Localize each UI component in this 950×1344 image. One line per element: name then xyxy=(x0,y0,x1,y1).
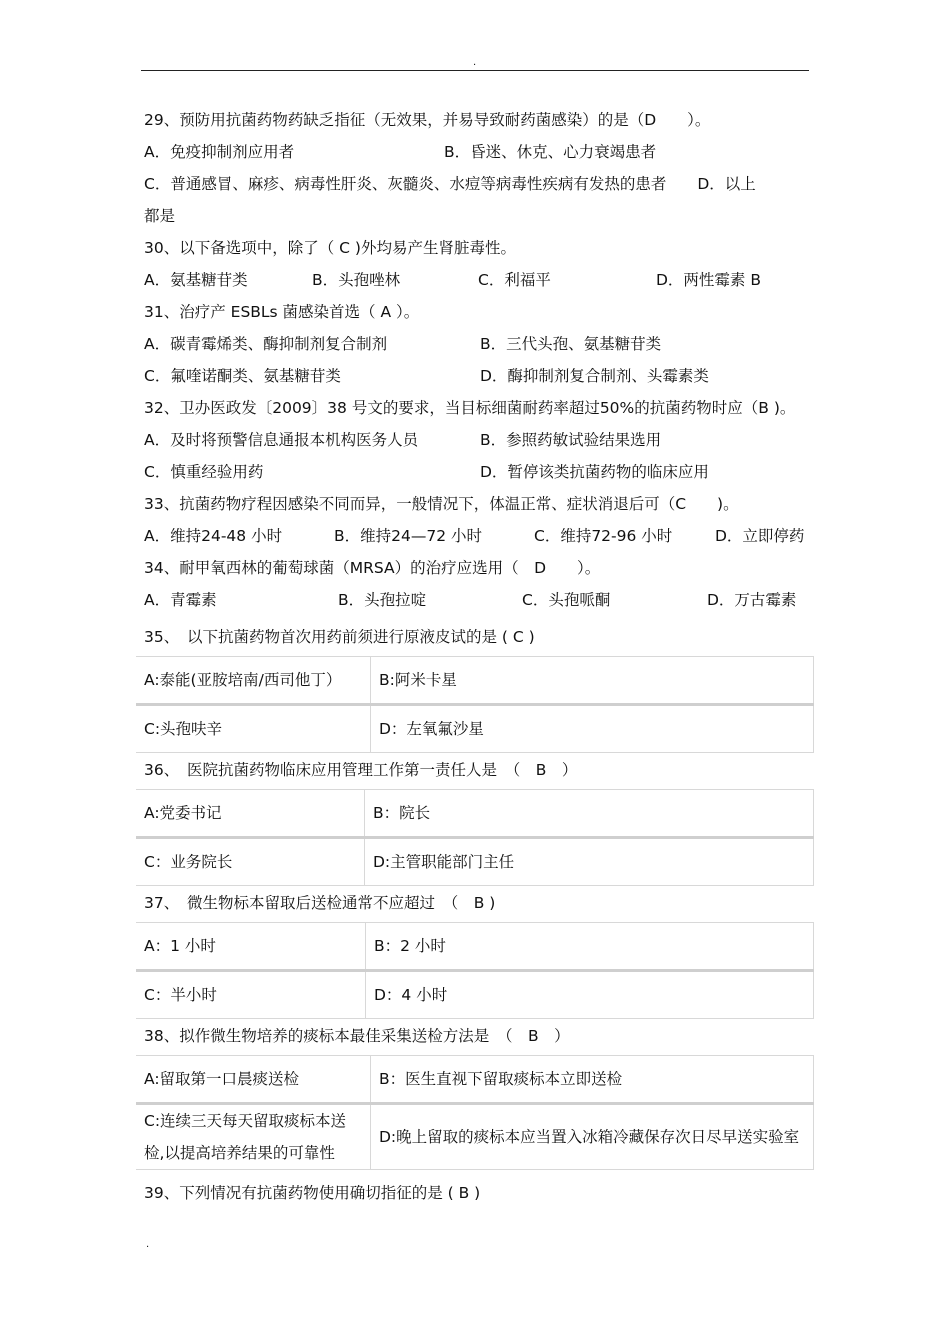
question-33: 33、抗菌药物疗程因感染不同而异，一般情况下，体温正常、症状消退后可（C )。 xyxy=(144,495,739,513)
option-31-b: B．三代头孢、氨基糖苷类 xyxy=(480,335,662,353)
option-32-a: A．及时将预警信息通报本机构医务人员 xyxy=(144,431,419,449)
option-34-d: D．万古霉素 xyxy=(707,591,797,609)
option-29-a: A．免疫抑制剂应用者 xyxy=(144,143,295,161)
options-table-37 xyxy=(136,922,814,1019)
option-31-a: A．碳青霉烯类、酶抑制剂复合制剂 xyxy=(144,335,388,353)
option-36-b: B：院长 xyxy=(365,790,814,838)
question-34: 34、耐甲氧西林的葡萄球菌（MRSA）的治疗应选用（ D ）。 xyxy=(144,559,601,577)
options-31-cd xyxy=(144,364,816,396)
option-37-d: D：4 小时 xyxy=(366,971,814,1019)
question-31: 31、治疗产 ESBLs 菌感染首选（ A ）。 xyxy=(144,303,420,321)
option-32-b: B．参照药敏试验结果选用 xyxy=(480,431,662,449)
question-29: 29、预防用抗菌药物药缺乏指征（无效果，并易导致耐药菌感染）的是（D ）。 xyxy=(144,111,711,129)
option-30-d: D．两性霉素 B xyxy=(656,271,761,289)
option-29-b: B．昏迷、休克、心力衰竭患者 xyxy=(444,143,657,161)
option-35-c: C:头孢呋辛 xyxy=(136,705,371,753)
options-33 xyxy=(144,524,816,556)
option-32-d: D．暂停该类抗菌药物的临床应用 xyxy=(480,463,709,481)
options-29-ab xyxy=(144,140,816,172)
option-31-d: D．酶抑制剂复合制剂、头霉素类 xyxy=(480,367,709,385)
question-38: 38、拟作微生物培养的痰标本最佳采集送检方法是 （ B ） xyxy=(144,1027,570,1045)
option-30-b: B．头孢唑林 xyxy=(312,271,401,289)
option-32-c: C．慎重经验用药 xyxy=(144,463,264,481)
option-30-c: C．利福平 xyxy=(478,271,551,289)
option-34-b: B．头孢拉啶 xyxy=(338,591,427,609)
options-table-35 xyxy=(136,656,814,753)
header-rule xyxy=(141,70,809,71)
option-38-b: B：医生直视下留取痰标本立即送检 xyxy=(371,1056,814,1104)
option-36-c: C：业务院长 xyxy=(136,838,365,886)
option-36-a: A:党委书记 xyxy=(136,790,365,838)
option-38-c: C:连续三天每天留取痰标本送检,以提高培养结果的可靠性 xyxy=(136,1104,371,1170)
options-34 xyxy=(144,588,816,620)
option-37-b: B：2 小时 xyxy=(366,923,814,971)
options-32-cd xyxy=(144,460,816,492)
option-34-c: C．头孢哌酮 xyxy=(522,591,611,609)
question-32: 32、卫办医政发〔2009〕38 号文的要求，当目标细菌耐药率超过50%的抗菌药物时应（B )。 xyxy=(144,399,796,417)
option-29-c-d: C．普通感冒、麻疹、病毒性肝炎、灰髓炎、水痘等病毒性疾病有发热的患者 D．以上 xyxy=(144,175,756,193)
option-35-b: B:阿米卡星 xyxy=(371,657,814,705)
option-37-a: A：1 小时 xyxy=(136,923,366,971)
footer-mark: . xyxy=(146,1239,150,1250)
option-38-d: D:晚上留取的痰标本应当置入冰箱冷藏保存次日尽早送实验室 xyxy=(371,1104,814,1170)
question-36: 36、 医院抗菌药物临床应用管理工作第一责任人是 （ B ） xyxy=(144,761,578,779)
question-37: 37、 微生物标本留取后送检通常不应超过 （ B ) xyxy=(144,894,496,912)
question-30: 30、以下备选项中，除了（ C )外均易产生肾脏毒性。 xyxy=(144,239,516,257)
options-table-36 xyxy=(136,789,814,886)
options-30 xyxy=(144,268,816,300)
option-37-c: C：半小时 xyxy=(136,971,366,1019)
option-33-d: D．立即停药 xyxy=(715,527,805,545)
option-33-b: B．维持24—72 小时 xyxy=(334,527,483,545)
option-31-c: C．氟喹诺酮类、氨基糖苷类 xyxy=(144,367,341,385)
option-33-a: A．维持24-48 小时 xyxy=(144,527,283,545)
question-35: 35、 以下抗菌药物首次用药前须进行原液皮试的是 ( C ) xyxy=(144,628,535,646)
options-32-ab xyxy=(144,428,816,460)
options-table-38 xyxy=(136,1055,814,1170)
option-29-d-cont: 都是 xyxy=(144,207,176,225)
options-31-ab xyxy=(144,332,816,364)
header-mark: . xyxy=(473,57,477,68)
option-35-a: A:泰能(亚胺培南/西司他丁） xyxy=(136,657,371,705)
option-34-a: A．青霉素 xyxy=(144,591,217,609)
option-30-a: A．氨基糖苷类 xyxy=(144,271,248,289)
option-38-a: A:留取第一口晨痰送检 xyxy=(136,1056,371,1104)
option-33-c: C．维持72-96 小时 xyxy=(534,527,673,545)
question-39: 39、下列情况有抗菌药物使用确切指征的是 ( B ) xyxy=(144,1184,481,1202)
option-36-d: D:主管职能部门主任 xyxy=(365,838,814,886)
option-35-d: D：左氧氟沙星 xyxy=(371,705,814,753)
page-content xyxy=(144,108,816,1212)
